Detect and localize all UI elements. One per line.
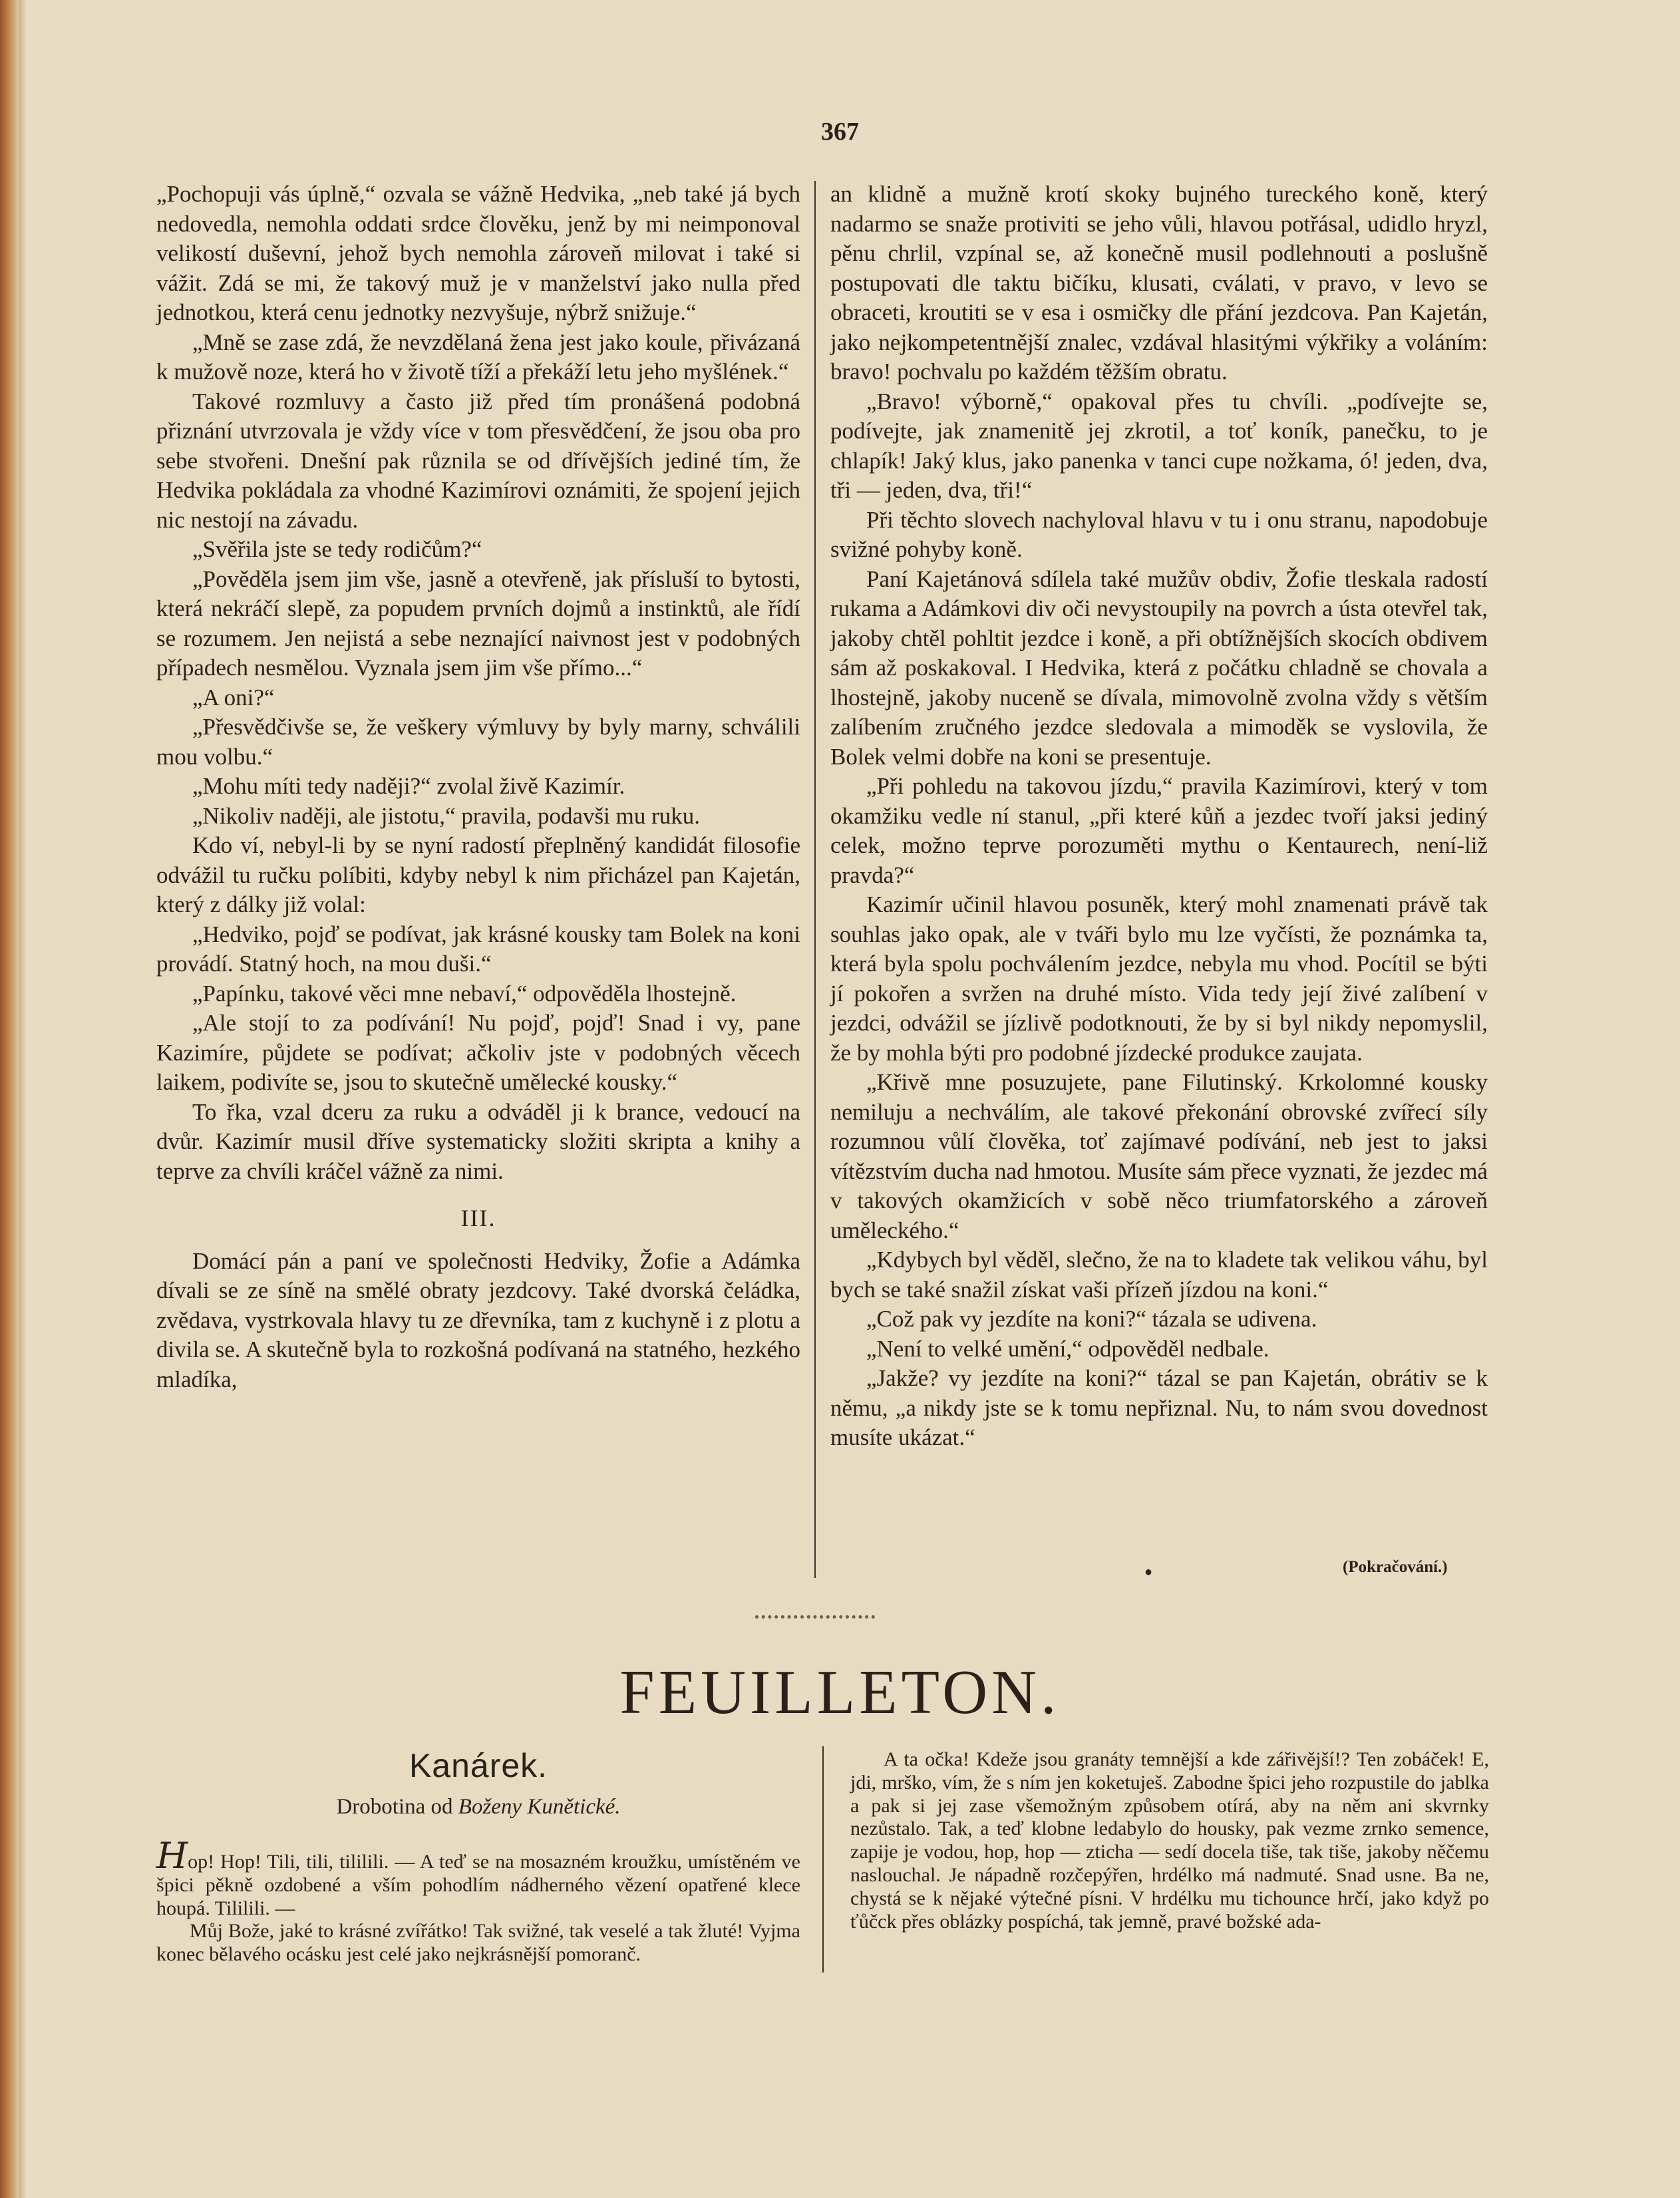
- paragraph: „Není to velké umění,“ odpověděl nedbale.: [866, 1335, 1269, 1362]
- story-title: Kanárek.: [409, 1747, 548, 1784]
- paragraph: Můj Bože, jaké to krásné zvířátko! Tak svižné, tak veselé a tak žluté! Vyjma konec bělavého ocásku jest celé jako nejkrásnější pomoranč.: [156, 1920, 800, 1966]
- paragraph: „Přesvědčivše se, že veškery výmluvy by byly marny, schválili mou volbu.“: [156, 714, 800, 770]
- paragraph: „Svěřila jste se tedy rodičům?“: [192, 536, 482, 562]
- byline-author: Boženy Kunětické.: [458, 1795, 621, 1819]
- separator-dots: [755, 1615, 875, 1619]
- paragraph: Domácí pán a paní ve společnosti Hedviky, Žofie a Adámka dívali se ze síně na smělé obraty jezdcovy. Také dvorská čeládka, zvědava, vystrkovala hlavy tu ze dřevníka, tam z kuchyně i z plotu a divila se. A skutečně byla to rozkošná podívaná na statného, hezkého mladíka,: [156, 1247, 800, 1392]
- paragraph: „Při pohledu na takovou jízdu,“ pravila Kazimírovi, který v tom okamžiku vedle ní stanul, „při které kůň a jezdec tvoří jaksi jediný celek, možno teprve porozuměti mythu o Kentaurech, není-liž pravda?“: [830, 773, 1488, 888]
- paragraph: „Což pak vy jezdíte na koni?“ tázala se udivena.: [866, 1306, 1317, 1332]
- paragraph: A ta očka! Kdeže jsou granáty temnější a kde zářivější!? Ten zobáček! E, jdi, mrško, vím, že s ním jen koketuješ. Zabodne špici jeho rozpustile do jablka a pak si jej zase všemožným způsobem otírá, aby na něm ani skvrnky nezůstalo. Tak, a teď klobne ledabylo do housky, pak vezme zrnko semence, zapije je vodou, hop, hop — zticha — sedí docela tiše, tak tiše, jakoby něčemu naslouchal. Je nápadně rozčepýřen, hrdélko má nadmuté. Snad usne. Ba ne, chystá se k nějaké výtečné písni. V hrdélku mu tichounce hrčí, jako když po ťůčck přes oblázky pospíchá, tak jemně, pravé božské ada-: [850, 1748, 1489, 1933]
- right-column: [830, 180, 1488, 1453]
- byline-prefix: Drobotina od: [336, 1795, 458, 1819]
- byline: [156, 1795, 800, 1819]
- paragraph: Kdo ví, nebyl-li by se nyní radostí přeplněný kandidát filosofie odvážil tu ručku políbiti, kdyby nebyl k nim přicházel pan Kajetán, který z dálky již volal:: [156, 832, 800, 917]
- page-gutter: [19, 0, 25, 2198]
- paragraph: „Nikoliv naději, ale jistotu,“ pravila, podavši mu ruku.: [192, 802, 701, 829]
- left-column: [156, 180, 800, 1394]
- paragraph: „Jakže? vy jezdíte na koni?“ tázal se pan Kajetán, obrátiv se k němu, „a nikdy jste se k tomu nepřiznal. Nu, to nám svou dovednost musíte ukázat.“: [830, 1365, 1488, 1450]
- feuilleton-right-column: [850, 1748, 1489, 1933]
- feuilleton-title: FEUILLETON.: [619, 1658, 1061, 1727]
- paragraph: To řka, vzal dceru za ruku a odváděl ji k brance, vedoucí na dvůr. Kazimír musil dříve systematicky složiti skripta a knihy a teprve za chvíli kráčel vážně za nimi.: [156, 1098, 800, 1184]
- paragraph: Paní Kajetánová sdílela také mužův obdiv, Žofie tleskala radostí rukama a Adámkovi div oči nevystoupily na povrch a ústa otevřel tak, jakoby chtěl pohltit jezdce i koně, a při obtížnějších skocích obdivem sám až poskakoval. I Hedvika, která z počátku chladně se chovala a lhostejně, jakoby nuceně se dívala, mimovolně zvolna vždy s větším zalíbením zručného jezdce sledovala a mimoděk se vyslovila, že Bolek velmi dobře na koni se presentuje.: [830, 565, 1488, 770]
- paragraph: „Křivě mne posuzujete, pane Filutinský. Krkolomné kousky nemiluju a nechválím, ale takové překonání obrovské zvířecí síly rozumnou vůlí člověka, toť zajímavé podívání, neb jest to jaksi vítězstvím ducha nad hmotou. Musíte sám přece vyznati, že jezdec má v takových okamžicích v sobě něco triumfatorského a zároveň uměleckého.“: [830, 1069, 1488, 1243]
- paragraph: [156, 1835, 800, 1920]
- drop-cap: H: [156, 1835, 188, 1877]
- paragraph: „Pochopuji vás úplně,“ ozvala se vážně Hedvika, „neb také já bych nedovedla, nemohla oddati srdce člověku, jenž by mi neimponoval velikostí duševní, jehož bych nemohla zároveň milovat i také si vážit. Zdá se mi, že takový muž je v manželství jako nulla před jednotkou, která cenu jednotky nezvyšuje, nýbrž snižuje.“: [156, 181, 800, 325]
- section-heading: III.: [460, 1205, 496, 1231]
- paragraph: „Bravo! výborně,“ opakoval přes tu chvíli. „podívejte se, podívejte, jak znamenitě jej zkrotil, a toť koník, panečku, to je chlapík! Jaký klus, jako panenka v tanci cupe nožkama, ó! jeden, dva, tři — jeden, dva, tři!“: [830, 388, 1488, 503]
- paragraph: „A oni?“: [192, 684, 275, 710]
- continued-note: (Pokračování.): [1343, 1558, 1448, 1576]
- paragraph: Při těchto slovech nachyloval hlavu v tu i onu stranu, napodobuje svižné pohyby koně.: [830, 506, 1488, 562]
- paragraph: „Kdybych byl věděl, slečno, že na to kladete tak velikou váhu, byl bych se také snažil získat vaši přízeň jízdou na koni.“: [830, 1247, 1488, 1303]
- column-divider: [814, 181, 816, 1578]
- paragraph: Takové rozmluvy a často již před tím pronášená podobná přiznání utvrzovala je vždy více v tom přesvědčení, že jsou oba pro sebe stvořeni. Dnešní pak různila se od dřívějších jediné tím, že Hedvika pokládala za vhodné Kazimírovi oznámiti, že spojení jejich nic nestojí na závadu.: [156, 388, 800, 533]
- paragraph: „Mohu míti tedy naději?“ zvolal živě Kazimír.: [192, 773, 625, 799]
- paragraph: „Hedviko, pojď se podívat, jak krásné kousky tam Bolek na koni provádí. Statný hoch, na mou duši.“: [156, 921, 800, 977]
- paragraph-text: op! Hop! Tili, tili, tililili. — A teď se na mosazném kroužku, umístěném ve špici pěkně ozdobené a vším pohodlím nádherného vězení opatřené klece houpá. Tililili. —: [156, 1851, 800, 1919]
- paragraph: Kazimír učinil hlavou posuněk, který mohl znamenati právě tak souhlas jako opak, ale v tváři bylo mu lze vyčísti, že poznámka ta, která byla spolu pochválením jezdce, nebyla mu vhod. Pocítil se býti jí pokořen a svržen na druhé místo. Vida tedy její živé zalíbení v jezdci, odvážil se jízlivě podotknouti, že by si byl nikdy nepomyslil, že by mohla býti pro podobné jízdecké produkce zaujata.: [830, 891, 1488, 1066]
- feuilleton-left-column: [156, 1835, 800, 1966]
- paragraph: „Papínku, takové věci mne nebaví,“ odpověděla lhostejně.: [192, 980, 737, 1007]
- paragraph: „Ale stojí to za podívání! Nu pojď, pojď! Snad i vy, pane Kazimíre, půjdete se podívat; ačkoliv jste v podobných věcech laikem, podivíte se, jsou to skutečně umělecké kousky.“: [156, 1010, 800, 1095]
- paragraph: „Pověděla jsem jim vše, jasně a otevřeně, jak přísluší to bytosti, která nekráčí slepě, za popudem prvních dojmů a instinktů, ale řídí se rozumem. Jen nejistá a sebe neznající naivnost jest v podobných případech nesmělou. Vyznala jsem jim vše přímo...“: [156, 565, 800, 681]
- feuilleton-divider: [822, 1746, 824, 1972]
- book-spine: [0, 0, 19, 2198]
- bullet-mark: ●: [1144, 1565, 1153, 1579]
- paragraph: an klidně a mužně krotí skoky bujného tureckého koně, který nadarmo se snaže protiviti se jeho vůli, hlavou potřásal, udidlo hryzl, pěnu chrlil, vzpínal se, až konečně musil podlehnouti a poslušně postupovati dle taktu bičíku, klusati, cválati, v pravo, v levo se obraceti, kroutiti se v esa i osmičky dle přání jezdcova. Pan Kajetán, jako nejkompetentnější znalec, vzdával hlasitými výkřiky a voláním: bravo! pochvalu po každém těžším obratu.: [830, 181, 1488, 385]
- page-number: 367: [821, 118, 859, 146]
- paragraph: „Mně se zase zdá, že nevzdělaná žena jest jako koule, přivázaná k mužově noze, která ho v životě tíží a překáží letu jeho myšlének.“: [156, 329, 800, 385]
